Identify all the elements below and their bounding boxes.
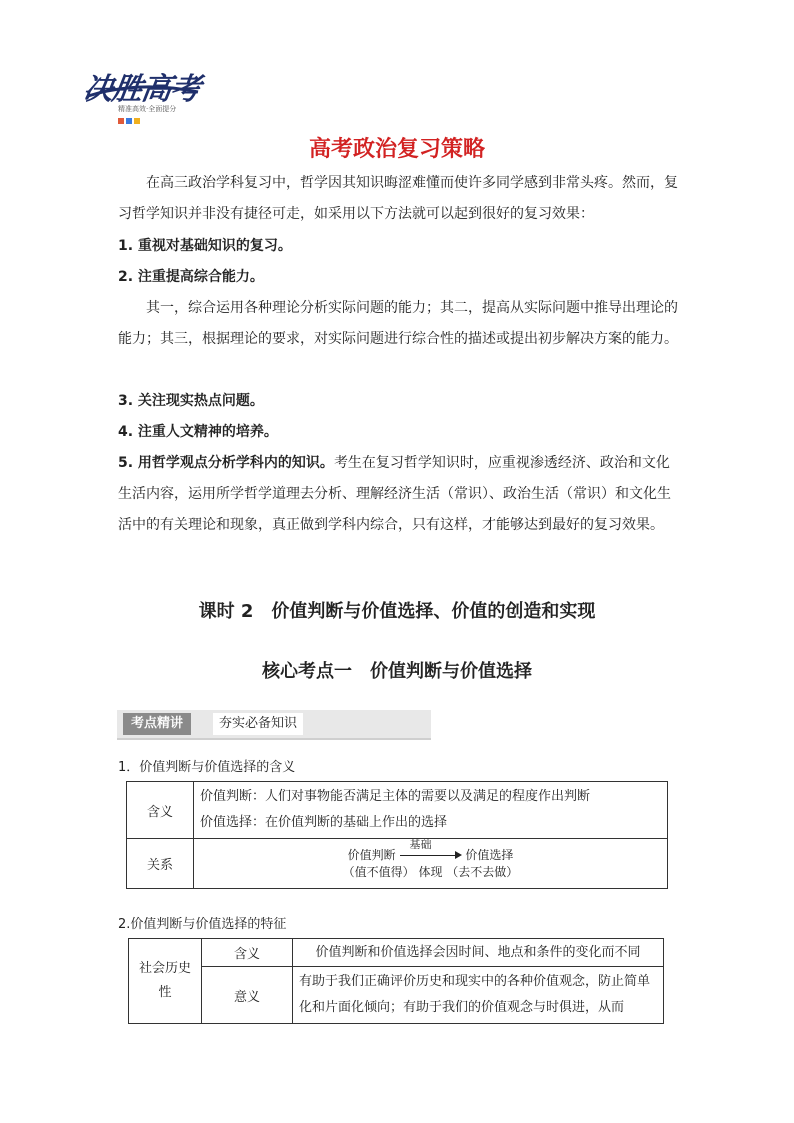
relation-right: 价值选择 — [465, 847, 514, 862]
section1-heading: 1．价值判断与价值选择的含义 — [118, 760, 296, 775]
banner-tag: 考点精讲 — [123, 713, 191, 735]
social-historical-label: 社会历史性 — [129, 939, 202, 1024]
ability-text: 其一，综合运用各种理论分析实际问题的能力；其二，提高从实际问题中推导出理论的能力；其三，根据理论的要求，对实际问题进行综合性的描述或提出初步解决方案的能力。 — [118, 300, 678, 347]
intro-paragraph — [118, 168, 678, 230]
relation-bottom: （值不值得） 体现 （去不去做） — [342, 864, 519, 879]
strategy-item-5 — [118, 448, 678, 541]
section2-heading: 2.价值判断与价值选择的特征 — [118, 917, 287, 932]
strategy-item-4: 4. 注重人文精神的培养。 — [118, 424, 278, 440]
value-choice-def: 价值选择：在价值判断的基础上作出的选择 — [200, 815, 448, 830]
row1-label: 含义 — [202, 939, 293, 967]
strategy-item-2: 2. 注重提高综合能力。 — [118, 269, 264, 285]
logo-brand-text: 决胜高考 — [81, 72, 202, 107]
value-judgment-def: 价值判断：人们对事物能否满足主体的需要以及满足的程度作出判断 — [200, 789, 591, 804]
relation-label: 关系 — [127, 839, 194, 889]
arrow-label: 基础 — [409, 838, 432, 851]
relation-left: 价值判断 — [347, 847, 396, 862]
core-point-title: 核心考点一 价值判断与价值选择 — [262, 661, 532, 682]
item5-heading: 5. 用哲学观点分析学科内的知识。 — [118, 455, 334, 471]
right-arrow-icon — [400, 838, 462, 860]
strategy-item-1: 1. 重视对基础知识的复习。 — [118, 238, 292, 254]
ability-paragraph — [118, 293, 678, 355]
meaning-table — [126, 781, 668, 889]
meaning-label: 含义 — [127, 782, 194, 839]
row2-label: 意义 — [202, 967, 293, 1024]
strategy-item-3: 3. 关注现实热点问题。 — [118, 393, 264, 409]
relation-diagram — [194, 839, 668, 889]
features-table — [128, 938, 664, 1024]
intro-text: 在高三政治学科复习中，哲学因其知识晦涩难懂而使许多同学感到非常头疼。然而，复习哲学知识并非没有捷径可走，如采用以下方法就可以起到很好的复习效果： — [118, 175, 678, 222]
document-title: 高考政治复习策略 — [308, 137, 485, 162]
section-banner — [117, 710, 431, 740]
item5-text: 考生在复习哲学知识时，应重视渗透经济、政治和文化生活内容，运用所学哲学道理去分析、理解经济生活（常识）、政治生活（常识）和文化生活中的有关理论和现象，真正做到学科内综合，只有这样，才能够达到最好的复习效果。 — [118, 455, 671, 533]
meaning-cell — [194, 782, 668, 839]
logo-tagline: 精准高效·全面提分 — [118, 105, 177, 113]
banner-text: 夯实必备知识 — [213, 713, 303, 735]
brand-logo — [80, 62, 210, 142]
row1-text: 价值判断和价值选择会因时间、地点和条件的变化而不同 — [293, 939, 664, 967]
lesson-title: 课时 2 价值判断与价值选择、价值的创造和实现 — [198, 601, 596, 622]
row2-text: 有助于我们正确评价历史和现实中的各种价值观念，防止简单化和片面化倾向；有助于我们的价值观念与时俱进，从而 — [293, 967, 664, 1024]
